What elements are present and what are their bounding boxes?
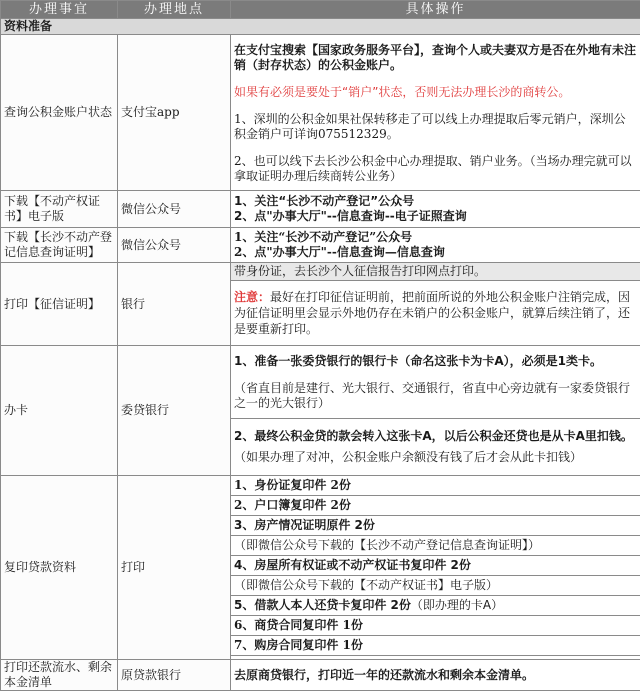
credit-op1: 带身份证，去长沙个人征信报告打印网点打印。 — [231, 263, 640, 281]
section-row — [1, 19, 640, 35]
place-cell: 打印 — [118, 476, 231, 660]
table-row-cert — [1, 191, 640, 228]
operation-cell — [231, 281, 640, 346]
copy-op5: 5、借款人本人还贷卡复印件 2份 — [234, 598, 411, 612]
item-cell: 打印还款流水、剩余本金清单 — [1, 660, 118, 691]
item-cell: 办卡 — [1, 346, 118, 476]
card-op1: 1、准备一张委贷银行的银行卡（命名这张卡为卡A），必须是1类卡。 — [234, 354, 637, 369]
repay-op1: 去原商贷银行，打印近一年的还款流水和剩余本金清单。 — [231, 660, 640, 691]
copy-op1: 1、身份证复印件 2份 — [231, 476, 640, 496]
card-op4: （如果办理了对冲，公积金账户余额没有钱了后才会从此卡扣钱） — [234, 450, 637, 465]
header-operation: 具体操作 — [231, 1, 640, 19]
operation-cell — [231, 191, 640, 228]
credit-note: 最好在打印征信证明前，把前面所说的外地公积金账户注销完成，因为征信证明里会显示外地仍存在未销户的公积金账户，就算后续注销了，还是要重新打印。 — [234, 290, 630, 336]
place-cell: 微信公众号 — [118, 228, 231, 263]
item-cell: 下载【不动产权证书】电子版 — [1, 191, 118, 228]
cert-op1: 1、关注“长沙不动产登记”公众号 — [234, 194, 637, 209]
table-header-row — [1, 1, 640, 19]
copy-op3-sub: （即微信公众号下载的【长沙不动产登记信息查询证明】） — [231, 536, 640, 556]
operation-cell — [231, 596, 640, 616]
operation-cell — [231, 419, 640, 476]
operation-cell — [231, 35, 640, 191]
item-cell: 下载【长沙不动产登记信息查询证明】 — [1, 228, 118, 263]
credit-note-label: 注意： — [234, 290, 270, 304]
copy-op4: 4、房屋所有权证或不动产权证书复印件 2份 — [231, 556, 640, 576]
card-op3: 2、最终公积金贷的款会转入这张卡A，以后公积金还贷也是从卡A里扣钱。 — [234, 429, 637, 444]
cert-op2: 2、点"办事大厅"--信息查询--电子证照查询 — [234, 209, 637, 224]
table-row-credit — [1, 263, 640, 281]
header-item: 办理事宜 — [1, 1, 118, 19]
place-cell: 委贷银行 — [118, 346, 231, 476]
table-row-query — [1, 35, 640, 191]
place-cell: 原贷款银行 — [118, 660, 231, 691]
copy-op5-sub: （即办理的卡A） — [411, 598, 503, 612]
operation-cell — [231, 228, 640, 263]
query-op2: 1、深圳的公积金如果社保转移走了可以线上办理提取后零元销户，深圳公积金销户可详询075512329。 — [234, 112, 637, 142]
query-op-red: 如果有必须是要处于“销户”状态，否则无法办理长沙的商转公。 — [234, 85, 637, 100]
operation-cell — [231, 346, 640, 419]
table-row-copy — [1, 476, 640, 496]
query-op3: 2、也可以线下去长沙公积金中心办理提取、销户业务。（当场办理完就可以拿取证明办理后续商转公业务） — [234, 154, 637, 184]
place-cell: 支付宝app — [118, 35, 231, 191]
regcert-op1: 1、关注“长沙不动产登记”公众号 — [234, 230, 637, 245]
card-op2: （省直目前是建行、光大银行、交通银行，省直中心旁边就有一家委贷银行之一的光大银行） — [234, 381, 637, 411]
copy-op4-sub: （即微信公众号下载的【不动产权证书】电子版） — [231, 576, 640, 596]
place-cell: 银行 — [118, 263, 231, 346]
query-op1: 在支付宝搜索【国家政务服务平台】，查询个人或夫妻双方是否在外地有未注销（封存状态）的公积金账户。 — [234, 43, 637, 73]
regcert-op2: 2、点"办事大厅"--信息查询—信息查询 — [234, 245, 637, 260]
item-cell: 查询公积金账户状态 — [1, 35, 118, 191]
table-row-card — [1, 346, 640, 419]
item-cell: 复印贷款资料 — [1, 476, 118, 660]
copy-op2: 2、户口簿复印件 2份 — [231, 496, 640, 516]
copy-op3: 3、房产情况证明原件 2份 — [231, 516, 640, 536]
place-cell: 微信公众号 — [118, 191, 231, 228]
copy-op7: 7、购房合同复印件 1份 — [231, 636, 640, 656]
section-title: 资料准备 — [1, 19, 640, 35]
table-row-regcert — [1, 228, 640, 263]
copy-op6: 6、商贷合同复印件 1份 — [231, 616, 640, 636]
item-cell: 打印【征信证明】 — [1, 263, 118, 346]
table-row-repay — [1, 660, 640, 691]
header-place: 办理地点 — [118, 1, 231, 19]
